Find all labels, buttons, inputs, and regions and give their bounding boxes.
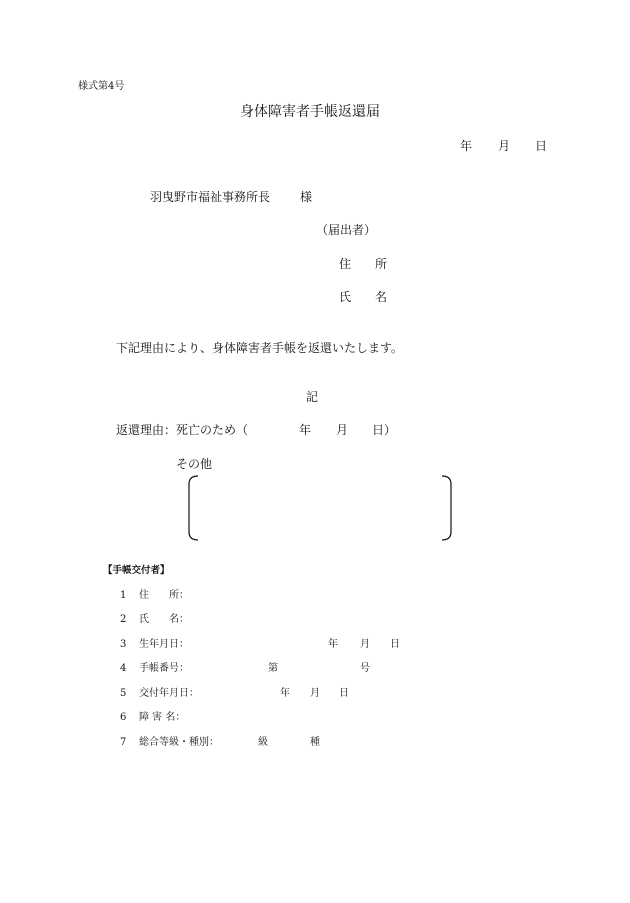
notifier-heading: （届出者）: [316, 223, 377, 237]
reason-year-label: 年: [299, 423, 312, 437]
date-day-label: 日: [535, 139, 548, 153]
holder-item-1-no: 1: [120, 590, 127, 601]
reason-month-label: 月: [336, 423, 349, 437]
holder-item-5-year: 年: [280, 688, 290, 699]
holder-item-7-type: 種: [310, 737, 320, 748]
form-number: 様式第4号: [78, 81, 125, 92]
notifier-name-label-2: 名: [375, 290, 388, 304]
holder-item-4-label: 手帳番号：: [139, 663, 189, 674]
other-left-bracket: [184, 474, 204, 542]
document-title: 身体障害者手帳返還届: [240, 104, 380, 120]
holder-item-2-label: 氏 名：: [139, 614, 189, 625]
holder-item-6-no: 6: [120, 712, 127, 723]
ki-heading: 記: [306, 390, 319, 404]
holder-item-7-no: 7: [120, 737, 127, 748]
reason-other-label: その他: [176, 457, 213, 471]
holder-item-1-label: 住 所：: [139, 590, 189, 601]
holder-item-5-day: 日: [339, 688, 349, 699]
holder-item-2-no: 2: [120, 614, 127, 625]
date-year-label: 年: [460, 139, 473, 153]
other-right-bracket: [436, 474, 456, 542]
reason-day-label: 日）: [372, 423, 397, 437]
holder-item-4-no: 4: [120, 663, 127, 674]
holder-item-3-label: 生年月日：: [139, 639, 189, 650]
holder-item-6-label: 障 害 名：: [139, 712, 186, 723]
holder-item-3-no: 3: [120, 639, 127, 650]
holder-item-7-label: 総合等級・種別：: [139, 737, 219, 748]
notifier-name-label-1: 氏: [339, 290, 352, 304]
holder-item-4-suffix: 号: [360, 663, 370, 674]
holder-item-5-label: 交付年月日：: [139, 688, 199, 699]
addressee-office: 羽曳野市福祉事務所長: [150, 190, 271, 204]
addressee-honorific: 様: [300, 190, 313, 204]
holder-item-5-no: 5: [120, 688, 127, 699]
holder-item-3-day: 日: [390, 639, 400, 650]
holder-item-4-prefix: 第: [268, 663, 278, 674]
holder-item-3-year: 年: [328, 639, 338, 650]
holder-item-5-month: 月: [310, 688, 320, 699]
holder-heading: 【手帳交付者】: [103, 565, 170, 576]
notifier-address-label-1: 住: [339, 257, 352, 271]
date-month-label: 月: [498, 139, 511, 153]
notifier-address-label-2: 所: [375, 257, 388, 271]
holder-item-7-grade: 級: [258, 737, 268, 748]
reason-label: 返還理由：死亡のため（: [116, 423, 249, 437]
holder-item-3-month: 月: [360, 639, 370, 650]
statement: 下記理由により、身体障害者手帳を返還いたします。: [116, 341, 404, 355]
